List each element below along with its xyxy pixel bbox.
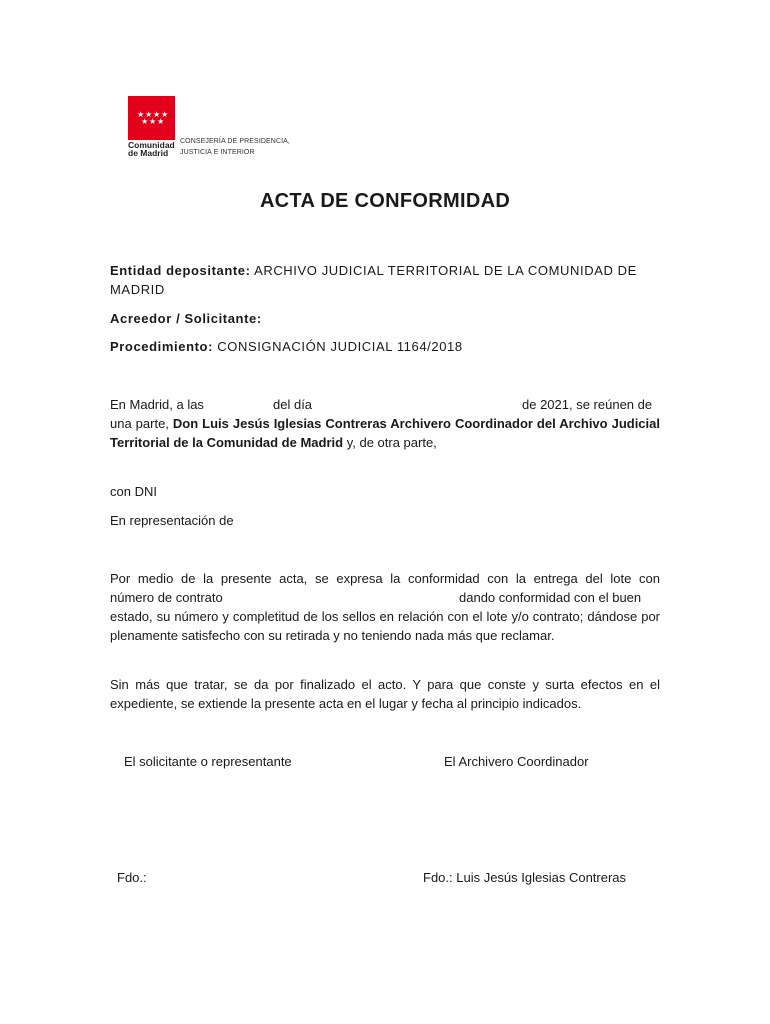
signature-right-title: El Archivero Coordinador [444, 754, 589, 769]
signature-right-fdo: Fdo.: Luis Jesús Iglesias Contreras [423, 870, 627, 885]
logo-line-2: de Madrid [128, 148, 169, 158]
meeting-text-a: En Madrid, a las [110, 397, 204, 412]
department-line-2: JUSTICIA E INTERIOR [180, 149, 255, 156]
star-icon: ★ [149, 117, 157, 126]
comunidad-madrid-logo [128, 96, 175, 140]
procedimiento-value: CONSIGNACIÓN JUDICIAL 1164/2018 [217, 339, 463, 354]
conformidad-line-2b: dando conformidad con el buen [459, 590, 642, 605]
document-title: ACTA DE CONFORMIDAD [259, 190, 511, 212]
entidad-field [110, 261, 660, 299]
meeting-text-d: una parte, [110, 416, 169, 431]
meeting-text-b: del día [273, 397, 313, 412]
acreedor-field [110, 309, 660, 328]
dni-label: con DNI [110, 484, 157, 499]
signature-left-title: El solicitante o representante [124, 754, 292, 769]
archivero-name: Don Luis Jesús Iglesias Contreras Archivero Coordinador del Archivo Judicial Territorial de la Comunidad de Madrid [110, 416, 660, 450]
star-icon: ★ [141, 117, 149, 126]
signature-left-fdo: Fdo.: [117, 870, 147, 885]
acreedor-label: Acreedor / Solicitante: [110, 311, 262, 326]
department-line-1: CONSEJERÍA DE PRESIDENCIA, [180, 138, 290, 145]
logo-line-1: Comunidad [128, 140, 175, 150]
star-icon: ★ [161, 110, 169, 119]
conformidad-line-1: Por medio de la presente acta, se expresa la conformidad con la entrega del lote con [110, 571, 660, 586]
conformidad-line-2a: número de contrato [110, 590, 223, 605]
star-icon: ★ [153, 110, 161, 119]
procedimiento-field [110, 337, 660, 356]
star-icon: ★ [137, 110, 145, 119]
entidad-value: ARCHIVO JUDICIAL TERRITORIAL DE LA COMUNIDAD DE MADRID [110, 263, 637, 297]
closing-paragraph: Sin más que tratar, se da por finalizado el acto. Y para que conste y surta efectos en el expediente, se extiende la presente acta en el lugar y fecha al principio indicados. [110, 677, 660, 711]
department-name [180, 136, 290, 158]
meeting-text-e: y, de otra parte, [346, 435, 437, 450]
logo-wordmark [128, 141, 175, 157]
procedimiento-label: Procedimiento: [110, 339, 214, 354]
star-icon: ★ [145, 110, 153, 119]
entidad-label: Entidad depositante: [110, 263, 251, 278]
conformidad-rest: estado, su número y completitud de los sellos en relación con el lote y/o contrato; dándose por plenamente satisfecho con su retirada y no teniendo nada más que reclamar. [110, 609, 660, 643]
representacion-label: En representación de [110, 513, 234, 528]
star-icon: ★ [157, 117, 165, 126]
meeting-text-c: de 2021, se reúnen de [522, 397, 653, 412]
meeting-paragraph [110, 414, 660, 452]
